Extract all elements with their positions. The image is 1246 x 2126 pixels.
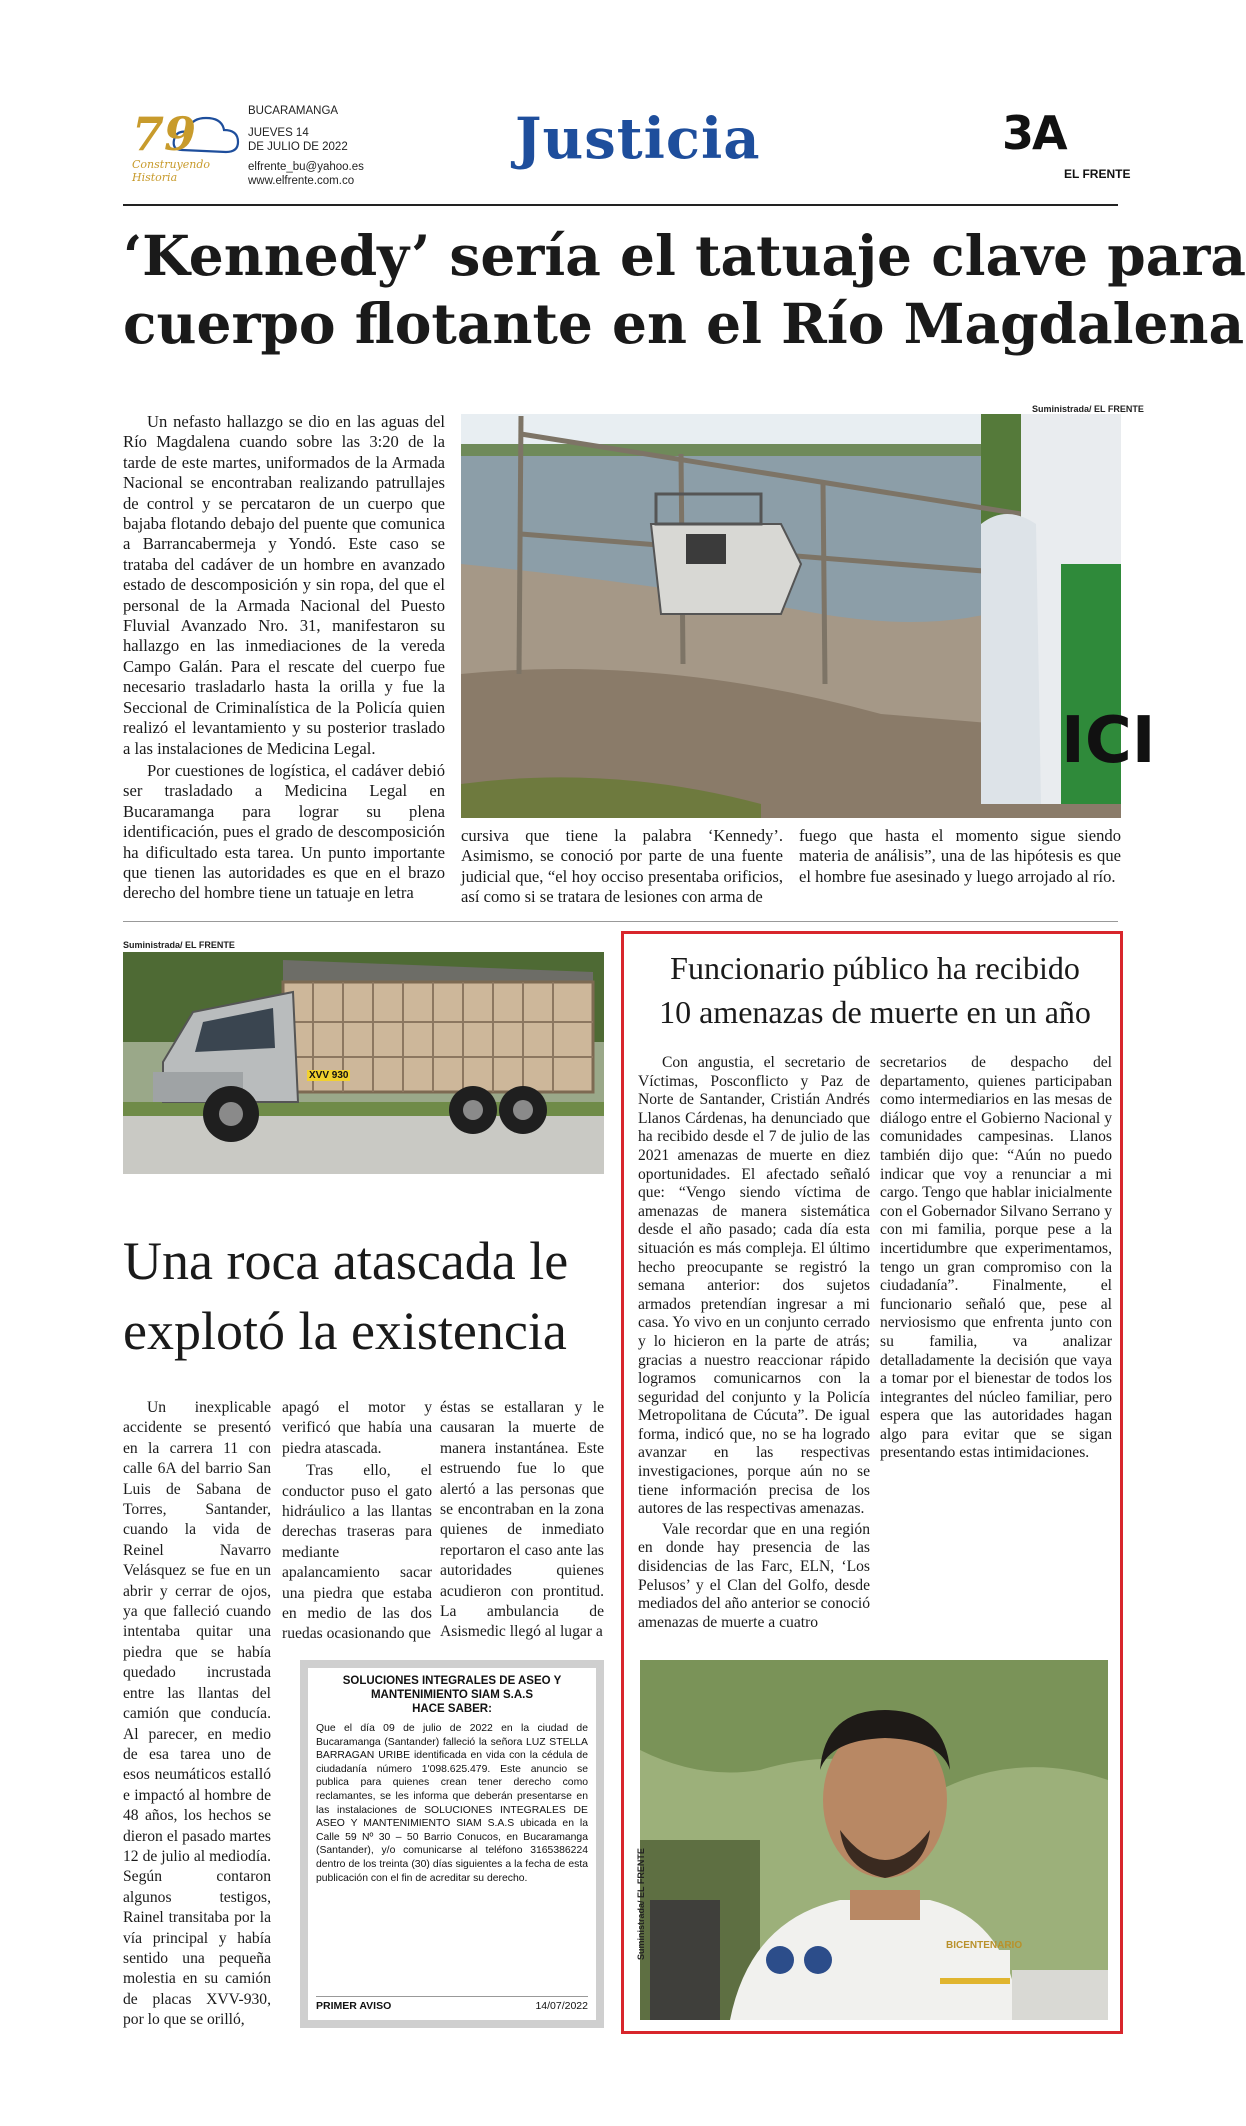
- masthead-city: BUCARAMANGA: [248, 105, 339, 117]
- article-paragraph: Un inexplicable accidente se presentó en la carrera 11 con calle 6A del barrio San Luis de Sabana de Torres, Santander, cuando la vida de Reinel Navarro Velásquez se fue en un abrir y cerrar de ojos, ya que falleció cuando intentaba quitar una piedra que se había quedado incrustada entre las llantas del camión que conducía. Al parecer, en medio de esa tarea uno de esos neumáticos estalló e impactó al hombre de 48 años, los hechos se dieron el pasado martes 12 de julio al mediodía. Según contaron algunos testigos, Rainel transitaba por la vía principal y había sentido una pequeña molestia en su camión de placas XVV-930, por lo que se orilló,: [123, 1399, 271, 2029]
- article2-column-2: [282, 1398, 432, 1650]
- article2-headline: [123, 1226, 604, 1366]
- anniversary-text: Construyendo Historia: [132, 158, 211, 184]
- legal-notice-body: Que el día 09 de julio de 2022 en la ciudad de Bucaramanga (Santander) falleció la señora LUZ STELLA BARRAGAN URIBE identificada en vida con la cédula de ciudadanía número 1'098.625.479. Este anuncio se publica para quienes crean tener derecho como reclamantes, se les informa que deberán presentarse en las instalaciones de SOLUCIONES INTEGRALES DE ASEO Y MANTENIMIENTO SIAM S.A.S ubicada en la Calle 59 Nº 30 – 50 Barrio Conucos, en Bucaramanga (Santander), y/o comunicarse al teléfono 3165386224 dentro de los treinta (30) días siguientes a la fecha de esta publicación con el fin de acreditar su derecho.: [316, 1723, 588, 1884]
- truck-photo: [123, 952, 604, 1174]
- article-paragraph: cursiva que tiene la palabra ‘Kennedy’. Asimismo, se conoció por parte de una fuente judicial que, “el hoy occiso presentaba orificios, así como si se tratara de lesiones con arma de: [461, 826, 783, 907]
- article1-column-3: [799, 826, 1121, 908]
- article-paragraph: apagó el motor y verificó que había una piedra atascada.: [282, 1399, 432, 1457]
- article-paragraph: fuego que hasta el momento sigue siendo materia de análisis”, una de las hipótesis es que el hombre fue asesinado y luego arrojado al río.: [799, 826, 1121, 886]
- masthead-info: [248, 104, 364, 188]
- article-paragraph: Por cuestiones de logística, el cadáver debió ser trasladado a Medicina Legal en Bucaramanga para lograr su plena identificación, pues el grado de descomposición ha dificultado esta tarea. Un punto importante que tienen las autoridades es que en el brazo derecho del hombre tiene un tatuaje en letra: [123, 760, 445, 903]
- river-photo: [461, 414, 1156, 818]
- anniversary-logo: [132, 107, 242, 184]
- masthead-email[interactable]: elfrente_bu@yahoo.es: [248, 161, 364, 173]
- article3-headline-line1: Funcionario público ha recibido: [670, 950, 1080, 986]
- article3-photo-credit: Suministrada/ EL FRENTE: [636, 1848, 646, 1960]
- legal-notice-inner: [308, 1668, 596, 2020]
- legal-notice-footer-left: PRIMER AVISO: [316, 2000, 392, 2013]
- article-paragraph: secretarios de despacho del departamento, quienes participaban como intermediarios en las mesas de diálogo entre el Gobierno Nacional y comunidades campesinas. Llanos también dijo que: “Aún no puedo indicar que voy a renunciar a mi cargo. Tengo que hablar inicialmente con el Gobernador Silvano Serrano y con mi familia, porque pese a la incertidumbre que experimentamos, tengo un gran compromiso con la ciudadanía”. Finalmente, el funcionario señaló que, pese al nerviosismo que enfrenta junto con su familia, va analizar detalladamente la decisión que vaya a tomar por el bienestar de todos los integrantes del núcleo familiar, pero espera que las autoridades hagan algo para evitar que se sigan presentando estas intimidaciones.: [880, 1054, 1112, 1462]
- article2-column-1: [123, 1398, 271, 2030]
- masthead-website[interactable]: www.elfrente.com.co: [248, 175, 355, 187]
- legal-notice-title-3: HACE SABER:: [412, 1703, 492, 1715]
- article-paragraph: éstas se estallaran y le causaran la muerte de manera instantánea. Este estruendo fue lo que alertó a las personas que se encontraban en la zona quienes de inmediato reportaron el caso ante las autoridades quienes acudieron con prontitud. La ambulancia de Asismedic llegó al lugar a: [440, 1399, 604, 1641]
- article3-headline: [640, 946, 1110, 1034]
- masthead-date-2: DE JULIO DE 2022: [248, 141, 348, 153]
- article3-column-1: [638, 1054, 870, 1644]
- article3-column-2: [880, 1054, 1112, 1644]
- section-title: Justicia: [515, 106, 761, 172]
- river-scene-image: [461, 414, 1121, 818]
- article-paragraph: Tras ello, el conductor puso el gato hidráulico a las llantas derechas traseras para mediante apalancamiento sacar una piedra que estaba en medio de las dos ruedas ocasionando que: [282, 1462, 432, 1643]
- article-paragraph: Vale recordar que en una región en donde hay presencia de las disidencias de las Farc, ELN, ‘Los Pelusos’ y el Clan del Golfo, desde mediados del año anterior se conoció amenazas de muerte a cuatro: [638, 1520, 870, 1631]
- article2-column-3: [440, 1398, 604, 1650]
- anniversary-number: 79: [132, 107, 197, 161]
- page-brand: EL FRENTE: [1064, 167, 1131, 181]
- article-divider: [123, 921, 1118, 922]
- masthead-rule: [123, 204, 1118, 206]
- official-photo-badge: BICENTENARIO: [946, 1940, 1023, 1951]
- legal-notice-title: [316, 1674, 588, 1716]
- article2-headline-line1: Una roca atascada le: [123, 1231, 569, 1291]
- article1-headline: [123, 222, 1246, 358]
- truck-scene-image: [123, 952, 604, 1174]
- legal-notice-title-1: SOLUCIONES INTEGRALES DE ASEO Y: [342, 1675, 562, 1687]
- legal-notice: [300, 1660, 604, 2028]
- article1-photo-credit: Suministrada/ EL FRENTE: [1032, 404, 1144, 414]
- article1-headline-line1: ‘Kennedy’ sería el tatuaje clave para: [123, 223, 1246, 288]
- article1-headline-line2: cuerpo flotante en el Río Magdalena: [123, 291, 1245, 356]
- article-paragraph: Un nefasto hallazgo se dio en las aguas del Río Magdalena cuando sobre las 3:20 de la tarde de este martes, uniformados de la Armada Nacional se encontraban realizando patrullajes de control y se percataron de un cuerpo que bajaba flotando debajo del puente que comunica a Barrancabermeja y Yondó. Este caso se trataba del cadáver de un hombre en avanzado estado de descomposición y sin ropa, del que el personal de la Armada Nacional del Puesto Fluvial Avanzado Nro. 31, manifestaron su hallazgo en las inmediaciones de la vereda Campo Galán. Para el rescate del cuerpo fue necesario trasladarlo hasta la orilla y fue la Seccional de Criminalística de la Policía quien realizó el levantamiento y su posterior traslado a las instalaciones de Medicina Legal.: [123, 412, 445, 758]
- article2-headline-line2: explotó la existencia: [123, 1301, 567, 1361]
- article2-photo-credit: Suministrada/ EL FRENTE: [123, 940, 235, 950]
- article1-column-2: [461, 826, 783, 908]
- article3-headline-line2: 10 amenazas de muerte en un año: [659, 994, 1091, 1030]
- river-photo-sign: ICI: [1061, 704, 1156, 778]
- official-portrait-image: [640, 1660, 1108, 2020]
- page-number: 3A: [1002, 106, 1066, 160]
- truck-plate: XVV 930: [309, 1070, 349, 1081]
- official-photo: [636, 1660, 1108, 2020]
- legal-notice-footer: [316, 1996, 588, 2014]
- masthead-date-1: JUEVES 14: [248, 127, 309, 139]
- legal-notice-footer-right: 14/07/2022: [535, 2000, 588, 2013]
- article1-column-1: [123, 412, 445, 904]
- article-paragraph: Con angustia, el secretario de Víctimas, Posconflicto y Paz de Norte de Santander, Cristián Andrés Llanos Cárdenas, ha denunciado que ha recibido desde el 7 de julio de las 2021 amenazas de muerte en diez oportunidades. El afectado señaló que: “Vengo siendo víctima de amenazas de manera sistemática desde el año pasado; cada día esta situación es más compleja. El último hecho preocupante se registró la semana anterior: dos sujetos armados pretendían ingresar a mi casa. Yo vivo en un conjunto cerrado y lo hicieron en la parte de atrás; gracias a nuestro reaccionar rápido logramos comunicarnos con la seguridad del conjunto y la Policía Metropolitana de Cúcuta”. De igual forma, indicó que, no se ha logrado avanzar en las respectivas investigaciones, porque aún no se tiene información precisa de los autores de las respectivas amenazas.: [638, 1054, 870, 1518]
- legal-notice-title-2: MANTENIMIENTO SIAM S.A.S: [370, 1689, 534, 1701]
